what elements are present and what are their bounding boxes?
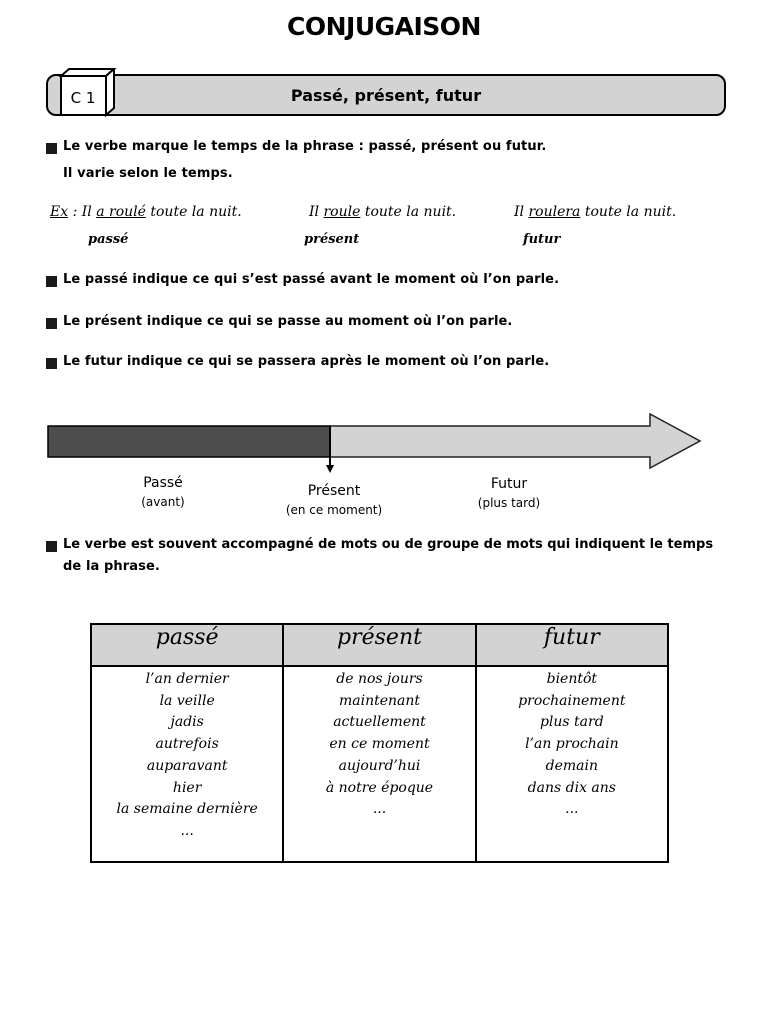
bullet-square-icon [46,541,57,552]
list-item: maintenant [338,692,421,709]
table-cell-present [283,666,475,862]
rule-5-line-1: Le verbe est souvent accompagné de mots ou de groupe de mots qui indiquent le temps [63,537,714,552]
list-item: la veille [159,692,215,709]
page-title: CONJUGAISON [287,12,481,41]
list-item: jadis [170,714,204,731]
lesson-title: Passé, présent, futur [290,86,482,105]
example-label: Ex [50,204,69,220]
example-present-subject: Il [309,204,324,220]
rule-1-line-1: Le verbe marque le temps de la phrase : passé, présent ou futur. [63,139,547,154]
list-item: auparavant [146,757,228,774]
list-item: l’an dernier [145,671,229,687]
rule-4: Le futur indique ce qui se passera après le moment où l’on parle. [63,354,550,369]
present-marker-arrowhead [326,465,334,473]
timeline-past-sublabel: (avant) [141,495,185,509]
table-header-present: présent [283,624,475,666]
rule-1-line-2: Il varie selon le temps. [63,166,233,181]
list-item: aujourd’hui [338,757,421,774]
table-cell-future [476,666,668,862]
timeline-future-sublabel: (plus tard) [477,496,541,510]
tense-label-present: présent [304,232,360,247]
timeline-past-segment [48,426,330,457]
example-future-verb: roulera [528,204,581,220]
lesson-code: C 1 [70,89,96,107]
list-item: l’an prochain [525,736,619,753]
list-item: à notre époque [325,779,434,796]
list-item: en ce moment [329,736,430,753]
timeline-present-sublabel: (en ce moment) [285,503,383,517]
table-row [91,666,668,862]
timeline-future-segment [330,414,700,468]
example-future-subject: Il [514,204,529,220]
tense-label-past: passé [88,232,129,247]
list-item: autrefois [155,736,219,753]
list-item: plus tard [539,714,604,731]
list-item: demain [545,757,599,774]
table-cell-past [91,666,283,862]
timeline-present-label: Présent [307,483,361,499]
list-item: bientôt [546,671,598,687]
example-separator: : [68,204,82,220]
example-present-verb: roule [323,204,361,220]
time-expressions-table [90,623,669,863]
rule-2: Le passé indique ce qui s’est passé avant le moment où l’on parle. [63,272,560,287]
example-present-rest: toute la nuit. [360,204,457,220]
example-future-rest: toute la nuit. [580,204,677,220]
table-header-past: passé [91,624,283,666]
list-item: dans dix ans [527,779,616,796]
list-item: actuellement [333,714,426,731]
list-item: ... [180,822,194,839]
list-item: de nos jours [336,671,423,687]
example-past-rest: toute la nuit. [145,204,242,220]
rule-3: Le présent indique ce qui se passe au moment où l’on parle. [63,314,513,329]
example-past-verb: a roulé [96,204,146,220]
list-item: ... [565,801,579,818]
timeline-past-label: Passé [143,475,183,491]
list-item: prochainement [518,692,626,709]
list-item: la semaine dernière [116,801,258,818]
example-past-subject: Il [81,204,97,220]
timeline-future-label: Futur [490,476,528,492]
list-item: ... [372,801,387,818]
table-header-row [91,624,668,666]
tense-label-future: futur [523,232,561,247]
rule-5-line-2: de la phrase. [63,559,160,574]
list-item: hier [172,779,202,796]
table-header-future: futur [476,624,668,666]
